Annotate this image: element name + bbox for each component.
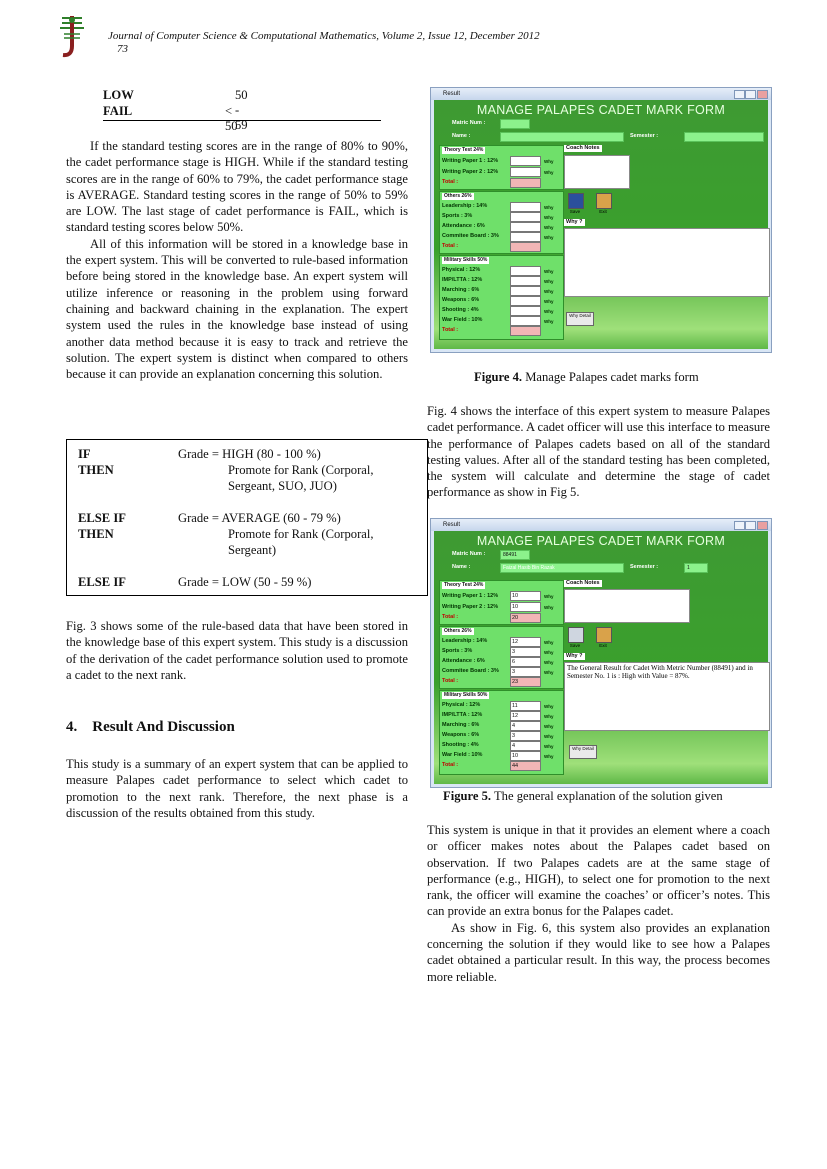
right-text-block xyxy=(427,822,770,985)
section-heading xyxy=(66,719,235,736)
sports-input[interactable] xyxy=(510,212,541,222)
panel-title: Theory Test 24% xyxy=(444,582,484,588)
why-link[interactable]: Why xyxy=(544,744,554,749)
weapons-input[interactable]: 3 xyxy=(510,731,541,741)
exit-icon[interactable] xyxy=(596,193,612,209)
field-label: Attendance : 6% xyxy=(442,223,485,229)
why-link[interactable]: Why xyxy=(544,754,554,759)
military-total: 44 xyxy=(510,761,541,771)
close-icon[interactable] xyxy=(757,521,768,530)
theory-total: 20 xyxy=(510,613,541,623)
semester-input[interactable]: 1 xyxy=(684,563,708,573)
form-title: MANAGE PALAPES CADET MARK FORM xyxy=(476,103,726,117)
rule-keyword: IF xyxy=(78,447,91,461)
journal-name: Journal of Computer Science & Computational Mathematics, Volume 2, Issue 12, December 2012 xyxy=(108,30,540,42)
total-label: Total : xyxy=(442,614,459,620)
grade-range: 50 - 59 xyxy=(235,88,248,132)
name-input[interactable]: Faizal Hasib Bin Razak xyxy=(500,563,624,573)
why-link[interactable]: Why xyxy=(544,279,554,284)
others-total xyxy=(510,242,541,252)
panel-title: Others 26% xyxy=(444,628,472,634)
grade-table xyxy=(103,88,248,133)
why-link[interactable]: Why xyxy=(544,704,554,709)
committee-input[interactable]: 3 xyxy=(510,667,541,677)
warfield-input[interactable]: 10 xyxy=(510,751,541,761)
figure5-caption xyxy=(443,789,723,804)
why-link[interactable]: Why xyxy=(544,605,554,610)
maximize-icon[interactable] xyxy=(745,90,756,99)
field-label: Writing Paper 1 : 12% xyxy=(442,158,499,164)
why-link[interactable]: Why xyxy=(544,205,554,210)
window-title: Result xyxy=(443,522,461,528)
matric-input[interactable] xyxy=(500,119,530,129)
why-link[interactable]: Why xyxy=(544,225,554,230)
fig3-text xyxy=(66,618,408,683)
window-titlebar xyxy=(431,519,771,531)
section-text xyxy=(66,756,408,821)
paragraph: Fig. 3 shows some of the rule-based data that have been stored in the knowledge base of this expert system. This study is a discussion of the derivation of the cadet performance solution used to promote a cadet to the next rank. xyxy=(66,619,408,682)
semester-label: Semester : xyxy=(630,564,659,570)
field-label: IMP/LTTA : 12% xyxy=(442,712,483,718)
leadership-input[interactable] xyxy=(510,202,541,212)
theory-total xyxy=(510,178,541,188)
field-label: Writing Paper 1 : 12% xyxy=(442,593,499,599)
figure-caption-text: The general explanation of the solution given xyxy=(493,789,723,803)
panel-title: Military Skills 50% xyxy=(444,257,488,263)
field-label: Attendance : 6% xyxy=(442,658,485,664)
why-link[interactable]: Why xyxy=(544,714,554,719)
field-label: Weapons : 6% xyxy=(442,732,480,738)
section-number: 4. xyxy=(66,719,78,735)
exit-icon[interactable] xyxy=(596,627,612,643)
paragraph: This system is unique in that it provides an element where a coach or officer makes notes about the Palapes cadet based on observation. If two Palapes cadets are at the same stage of performance (e.g., HIGH), to select one for promotion to the next rank, the officer will examine the coaches’ or officer’s notes. This can provide an extra bonus for the Palapes cadet. xyxy=(427,823,770,919)
running-header xyxy=(108,30,540,56)
why-detail-button[interactable]: Why Detail xyxy=(566,312,594,326)
form-title: MANAGE PALAPES CADET MARK FORM xyxy=(476,534,726,548)
window-title: Result xyxy=(443,91,461,97)
impltta-input[interactable] xyxy=(510,276,541,286)
marching-input[interactable]: 4 xyxy=(510,721,541,731)
figure4-window xyxy=(430,87,772,353)
window-titlebar xyxy=(431,88,771,100)
matric-label: Matric Num : xyxy=(452,551,486,557)
rule-text: Sergeant, SUO, JUO) xyxy=(228,479,337,493)
figure4-caption xyxy=(474,370,699,385)
physical-input[interactable] xyxy=(510,266,541,276)
grade-range: < 50 xyxy=(225,104,238,133)
field-label: Marching : 6% xyxy=(442,722,480,728)
field-label: Commitee Board : 3% xyxy=(442,668,499,674)
why-link[interactable]: Why xyxy=(544,650,554,655)
page-number: 73 xyxy=(117,43,128,55)
paragraph: As show in Fig. 6, this system also provides an explanation concerning the solution if they would like to see how a Palapes cadet obtained a particular result. In this way, the process becomes more reliable. xyxy=(427,920,770,984)
field-label: Shooting : 4% xyxy=(442,742,479,748)
field-label: Commitee Board : 3% xyxy=(442,233,499,239)
exit-button[interactable]: Exit xyxy=(599,643,607,648)
grade-label: LOW xyxy=(103,88,134,102)
field-label: Writing Paper 2 : 12% xyxy=(442,169,499,175)
figure-label: Figure 4. xyxy=(474,370,523,384)
field-label: Leadership : 14% xyxy=(442,638,488,644)
panel-title: Theory Test 24% xyxy=(444,147,484,153)
journal-logo xyxy=(56,14,88,60)
coach-notes-label: Coach Notes xyxy=(566,580,600,586)
fig4-text xyxy=(427,403,770,501)
why-link[interactable]: Why xyxy=(544,594,554,599)
figure-caption-text: Manage Palapes cadet marks form xyxy=(525,370,699,384)
app-form xyxy=(434,100,768,349)
field-label: Shooting : 4% xyxy=(442,307,479,313)
name-label: Name : xyxy=(452,133,471,139)
field-label: Weapons : 6% xyxy=(442,297,480,303)
why-link[interactable]: Why xyxy=(544,319,554,324)
name-input[interactable] xyxy=(500,132,624,142)
wp1-input[interactable] xyxy=(510,156,541,166)
table-rule xyxy=(103,120,381,121)
panel-title: Others 26% xyxy=(444,193,472,199)
grade-label: FAIL xyxy=(103,104,133,118)
total-label: Total : xyxy=(442,762,459,768)
why-link[interactable]: Why xyxy=(544,724,554,729)
coach-notes-input[interactable] xyxy=(564,155,630,189)
why-link[interactable]: Why xyxy=(544,235,554,240)
figure-label: Figure 5. xyxy=(443,789,492,803)
attendance-input[interactable] xyxy=(510,222,541,232)
close-icon[interactable] xyxy=(757,90,768,99)
why-link[interactable]: Why xyxy=(544,289,554,294)
warfield-input[interactable] xyxy=(510,316,541,326)
field-label: Leadership : 14% xyxy=(442,203,488,209)
why-link[interactable]: Why xyxy=(544,269,554,274)
minimize-icon[interactable] xyxy=(734,90,745,99)
total-label: Total : xyxy=(442,179,459,185)
others-panel xyxy=(439,191,564,254)
leadership-input[interactable]: 12 xyxy=(510,637,541,647)
rule-text: Grade = AVERAGE (60 - 79 %) xyxy=(178,511,341,525)
rule-text: Grade = HIGH (80 - 100 %) xyxy=(178,447,321,461)
paragraph: Fig. 4 shows the interface of this expert system to measure Palapes cadet performance. A cadet officer will use this interface to measure the performance of Palapes cadets based on all of the standard testing values. After all of the standard testing has been completed, the system will calculate and determine the stage of cadet performance as show in Fig 5. xyxy=(427,404,770,500)
wp2-input[interactable] xyxy=(510,167,541,177)
paragraph: This study is a summary of an expert system that can be applied to measure Palapes cadet performance to select which cadet to promotion to the next rank. Therefore, the next phase is a discussion of the results obtained from this study. xyxy=(66,757,408,820)
why-label: Why ? xyxy=(566,653,583,659)
field-label: War Field : 10% xyxy=(442,317,483,323)
paragraph: If the standard testing scores are in the range of 80% to 90%, the cadet performance stage is HIGH. While if the standard testing scores are in the range of 60% to 79%, the cadet performance stage is AVERAGE. Standard testing scores in the range of 50% to 59% are LOW. The last stage of cadet performance is FAIL, which is standard testing scores below 50%. xyxy=(66,139,408,235)
military-panel xyxy=(439,255,564,340)
save-button[interactable]: Save xyxy=(569,643,581,648)
paragraph: All of this information will be stored in a knowledge base in the expert system. This will be converted to rule-based information before being stored in the knowledge base. An expert system will utilize inference or reasoning in the problem using forward chaining and backward chaining in the explanation. The expert system used the rules in the knowledge base instead of using another data method because it is easy to track and retrieve the solution. The expert system is distinct when compared to others because it can provide an explanation concerning this solution. xyxy=(66,236,408,382)
military-total xyxy=(510,326,541,336)
section-title: Result And Discussion xyxy=(92,719,235,735)
field-label: IMP/LTTA : 12% xyxy=(442,277,483,283)
why-link[interactable]: Why xyxy=(544,670,554,675)
theory-panel xyxy=(439,580,564,625)
save-icon[interactable] xyxy=(568,627,584,643)
matric-input[interactable]: 88491 xyxy=(500,550,530,560)
shooting-input[interactable]: 4 xyxy=(510,741,541,751)
app-form xyxy=(434,531,768,784)
impltta-input[interactable]: 12 xyxy=(510,711,541,721)
rule-text: Promote for Rank (Corporal, xyxy=(228,527,374,541)
coach-notes-label: Coach Notes xyxy=(566,145,600,151)
weapons-input[interactable] xyxy=(510,296,541,306)
shooting-input[interactable] xyxy=(510,306,541,316)
committee-input[interactable] xyxy=(510,232,541,242)
sports-input[interactable]: 3 xyxy=(510,647,541,657)
field-label: Sports : 3% xyxy=(442,648,473,654)
matric-label: Matric Num : xyxy=(452,120,486,126)
field-label: Sports : 3% xyxy=(442,213,473,219)
why-link[interactable]: Why xyxy=(544,299,554,304)
field-label: Writing Paper 2 : 12% xyxy=(442,604,499,610)
why-link[interactable]: Why xyxy=(544,660,554,665)
why-link[interactable]: Why xyxy=(544,309,554,314)
why-link[interactable]: Why xyxy=(544,734,554,739)
save-icon[interactable] xyxy=(568,193,584,209)
why-detail-button[interactable]: Why Detail xyxy=(569,745,597,759)
why-label: Why ? xyxy=(566,219,583,225)
rule-keyword: THEN xyxy=(78,527,114,541)
marching-input[interactable] xyxy=(510,286,541,296)
wp1-input[interactable]: 10 xyxy=(510,591,541,601)
why-link[interactable]: Why xyxy=(544,215,554,220)
left-text-block xyxy=(66,138,408,382)
military-panel xyxy=(439,690,564,775)
minimize-icon[interactable] xyxy=(734,521,745,530)
field-label: Physical : 12% xyxy=(442,702,481,708)
rule-text: Sergeant) xyxy=(228,543,277,557)
why-output: The General Result for Cadet With Metric Number (88491) and in Semester No. 1 is : High with Value = 87%. xyxy=(564,662,770,731)
name-label: Name : xyxy=(452,564,471,570)
panel-title: Military Skills 50% xyxy=(444,692,488,698)
exit-button[interactable]: Exit xyxy=(599,209,607,214)
physical-input[interactable]: 11 xyxy=(510,701,541,711)
rule-text: Grade = LOW (50 - 59 %) xyxy=(178,575,312,589)
rule-keyword: ELSE IF xyxy=(78,511,126,525)
coach-notes-input[interactable] xyxy=(564,589,690,623)
save-button[interactable]: Save xyxy=(569,209,581,214)
wp2-input[interactable]: 10 xyxy=(510,602,541,612)
theory-panel xyxy=(439,145,564,190)
maximize-icon[interactable] xyxy=(745,521,756,530)
total-label: Total : xyxy=(442,243,459,249)
semester-input[interactable] xyxy=(684,132,764,142)
why-link[interactable]: Why xyxy=(544,640,554,645)
why-link[interactable]: Why xyxy=(544,159,554,164)
figure5-window xyxy=(430,518,772,788)
field-label: Physical : 12% xyxy=(442,267,481,273)
field-label: Marching : 6% xyxy=(442,287,480,293)
semester-label: Semester : xyxy=(630,133,659,139)
attendance-input[interactable]: 6 xyxy=(510,657,541,667)
why-output xyxy=(564,228,770,297)
total-label: Total : xyxy=(442,678,459,684)
why-link[interactable]: Why xyxy=(544,170,554,175)
rule-keyword: ELSE IF xyxy=(78,575,126,589)
rules-box xyxy=(66,439,428,596)
total-label: Total : xyxy=(442,327,459,333)
others-panel xyxy=(439,626,564,689)
rule-keyword: THEN xyxy=(78,463,114,477)
field-label: War Field : 10% xyxy=(442,752,483,758)
others-total: 23 xyxy=(510,677,541,687)
rule-text: Promote for Rank (Corporal, xyxy=(228,463,374,477)
